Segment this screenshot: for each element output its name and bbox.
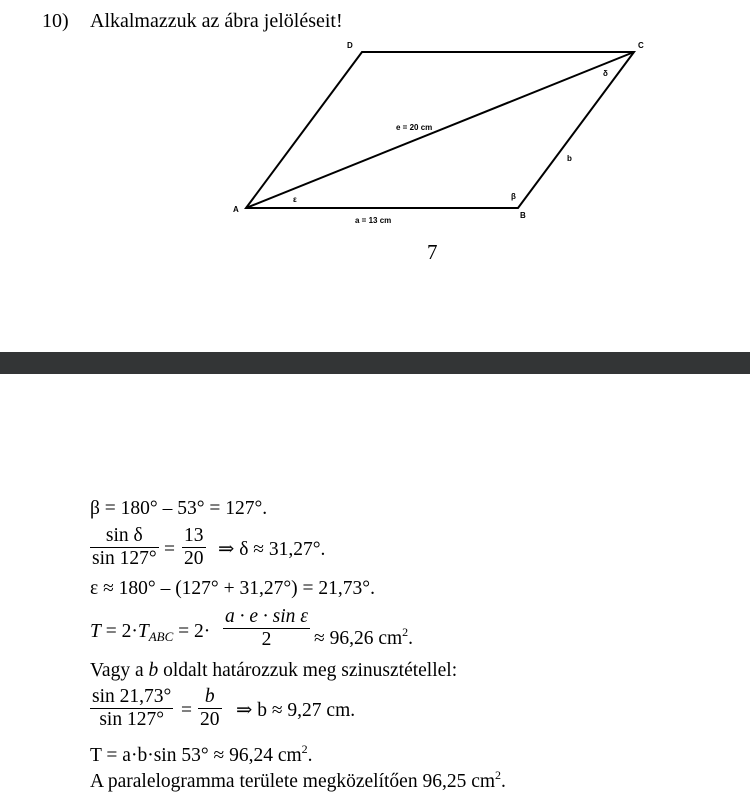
page-divider [0, 352, 750, 374]
fraction-denominator: sin 127° [99, 709, 164, 730]
side-a-label: a = 13 cm [355, 216, 392, 225]
fraction-b-20 [198, 686, 222, 731]
fraction-numerator: sin 21,73° [92, 686, 172, 707]
fraction-denominator: 2 [261, 629, 272, 650]
page-number: 7 [427, 240, 438, 264]
fraction-13-20 [182, 525, 206, 570]
fraction-denominator: 20 [200, 709, 220, 730]
vertex-a-label: A [233, 205, 239, 214]
solution-line-alternative: Vagy a b oldalt határozzuk meg szinusztétellel: [90, 660, 458, 681]
area-formula-lhs: $T = 2\cdot T_{ABC} = 2\cdot$ [90, 621, 211, 644]
fraction-sin-epsilon [90, 686, 173, 731]
parallelogram-figure [0, 0, 750, 300]
fraction-denominator: sin 127° [92, 548, 157, 569]
solution-line-beta: β = 180° – 53° = 127°. [90, 498, 268, 519]
angle-epsilon-label: ε [293, 195, 297, 204]
angle-beta-label: β [511, 192, 516, 201]
vertex-d-label: D [347, 41, 353, 50]
fraction-numerator: 13 [184, 525, 204, 546]
problem-number: 10) [42, 10, 69, 32]
equals-sign: = [164, 539, 175, 560]
fraction-numerator: b [204, 686, 215, 707]
fraction-numerator: sin δ [105, 525, 143, 546]
vertex-b-label: B [520, 211, 526, 220]
solution-line-epsilon: ε ≈ 180° – (127° + 31,27°) = 21,73°. [90, 578, 375, 599]
fraction-sin-delta [90, 525, 159, 570]
solution-line-area-2: T = a·b·sin 53° ≈ 96,24 $cm^2$. [90, 742, 313, 766]
diagonal-label: e = 20 cm [396, 123, 433, 132]
fraction-area [223, 606, 310, 651]
fraction-numerator: a · e · sin ε [225, 606, 308, 627]
delta-result: ⇒ δ ≈ 31,27°. [218, 539, 326, 560]
angle-delta-label: δ [603, 69, 608, 78]
equals-sign: = [181, 700, 192, 721]
fraction-denominator: 20 [184, 548, 204, 569]
area-result-1: ≈ 96,26 $cm^2$. [314, 625, 414, 649]
problem-instruction: Alkalmazzuk az ábra jelöléseit! [90, 10, 343, 32]
vertex-c-label: C [638, 41, 644, 50]
b-result: ⇒ b ≈ 9,27 cm. [236, 700, 356, 721]
solution-conclusion: A paralelogramma területe megközelítően 96,25 $cm^2$. [90, 768, 506, 792]
side-b-label: b [567, 154, 572, 163]
